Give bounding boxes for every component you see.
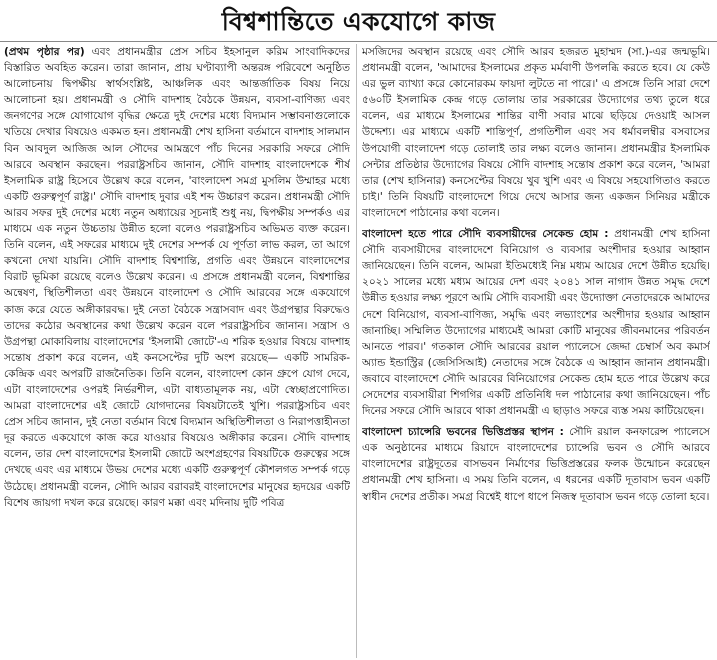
subheading-second-home: বাংলাদেশ হতে পারে সৌদি ব্যবসায়ীদের সেকেন্ড হোম : (362, 228, 609, 241)
right-column-paragraph-1: মসজিদের অবস্থান রয়েছে এবং সৌদি আরব হজরত মুহাম্মদ (সা.)-এর জন্মভূমি। প্রধানমন্ত্রী বলেন, 'আমাদের ইসলামের প্রকৃত মর্মবাণী উপলব্ধি করতে হবে। যে কেউ এর ভুল ব্যাখ্যা করে কোনোরকম ফায়দা লুটতে না পারে।' এ প্রসঙ্গে তিনি সারা দেশে ৫৬০টি ইসলামিক কেন্দ্র গড়ে তোলায় তার সরকারের উদ্যোগের তথ্য তুলে ধরে বলেন, এর মাধ্যমে ইসলামের শান্তির বাণী সবার মাঝে ছড়িয়ে দেওয়াই আসল উদ্দেশ্য। এর মাধ্যমে একটি শান্তিপূর্ণ, প্রগতিশীল এবং সব ধর্মাবলম্বীর বসবাসের উপযোগী বাংলাদেশ গড়ে তোলাই তার লক্ষ্য বলেও জানান। প্রধানমন্ত্রীর ইসলামিক সেন্টার প্রতিষ্ঠার উদ্যোগের বিষয়ে সৌদি বাদশাহ সন্তোষ প্রকাশ করে বলেন, 'আমরা তার (শেখ হাসিনার) কনসেপ্টের বিষয়ে খুব খুশি এবং এ বিষয়ে সহযোগিতাও করতে চাই।' তিনি বিষয়টি বাংলাদেশে গিয়ে দেখে আসার জন্য একজন সিনিয়র মন্ত্রীকে বাংলাদেশে পাঠানোর কথা বলেন। (362, 46, 710, 219)
left-column-paragraph (4, 44, 350, 511)
right-column (362, 44, 710, 658)
article-headline: বিশ্বশান্তিতে একযোগে কাজ (221, 7, 496, 36)
headline-rule (0, 41, 717, 42)
left-column (4, 44, 350, 658)
continuation-lead: (প্রথম পৃষ্ঠার পর) (4, 46, 85, 58)
right-column-body-3: সৌদি রয়াল কনফারেন্স প্যালেসে এক অনুষ্ঠানের মাধ্যমে রিয়াদে বাংলাদেশের চ্যান্সেরি ভবন ও সৌদি আরবে বাংলাদেশের রাষ্ট্রদূতের বাসভবন নির্মাণের ভিত্তিপ্রস্তরের ফলক উন্মোচন করেছেন প্রধানমন্ত্রী শেখ হাসিনা। এ সময় তিনি বলেন, এ ধরনের একটি দূতাবাস ভবন একটি স্বাধীন দেশের প্রতীক। সমগ্র বিশ্বেই ধাপে ধাপে নিজস্ব দূতাবাস ভবন গড়ে তোলা হবে। (362, 426, 710, 503)
right-column-paragraph-2 (362, 226, 710, 419)
column-divider (356, 44, 357, 658)
subheading-chancery: বাংলাদেশ চ্যান্সেরি ভবনের ভিত্তিপ্রস্তর স্থাপন : (362, 426, 564, 439)
right-column-paragraph-3 (362, 424, 710, 504)
left-column-body: এবং প্রধানমন্ত্রীর প্রেস সচিব ইহসানুল করিম সাংবাদিকদের বিস্তারিত অবহিত করেন। তারা জানান, প্রায় ঘণ্টাব্যাপী অন্তরঙ্গ পরিবেশে অনুষ্ঠিত আলোচনায় দ্বিপক্ষীয় স্বার্থসংশ্লিষ্ট, আঞ্চলিক এবং আন্তর্জাতিক বিষয় নিয়ে আলোচনা হয়। প্রধানমন্ত্রী ও সৌদি বাদশাহ বৈঠকে উন্নয়ন, ব্যবসা-বাণিজ্য এবং জনগণের সঙ্গে যোগাযোগ বৃদ্ধির ক্ষেত্রে দুই দেশের মধ্যে বিদ্যমান সম্ভাবনাগুলোকে খতিয়ে দেখার বিষয়েও একমত হন। প্রধানমন্ত্রী শেখ হাসিনা বর্তমানে বাদশাহ সালমান বিন আবদুল আজিজ আল সৌদের আমন্ত্রণে পাঁচ দিনের সরকারি সফরে সৌদি আরবে অবস্থান করছেন। পররাষ্ট্রসচিব জানান, সৌদি বাদশাহ বাংলাদেশকে শীর্ষ ইসলামিক রাষ্ট্র হিসেবে উল্লেখ করে বলেন, 'বাংলাদেশ সমগ্র মুসলিম উম্মাহর মধ্যে একটি গুরুত্বপূর্ণ রাষ্ট্র।' সৌদি বাদশাহ দুবার এই শব্দ উচ্চারণ করেন। প্রধানমন্ত্রী সৌদি আরব সফর দুই দেশের মধ্যে নতুন অধ্যায়ের সূচনাই শুধু নয়, দ্বিপক্ষীয় সম্পর্কও এর মাধ্যমে এক নতুন উচ্চতায় উন্নীত হলো বলেও পররাষ্ট্রসচিব অভিমত ব্যক্ত করেন। তিনি বলেন, এই সফরের মাধ্যমে দুই দেশের সম্পর্ক যে পূর্ণতা লাভ করল, তা আগে কখনো দেখা যায়নি। সৌদি বাদশাহ বিশ্বশান্তি, প্রগতি এবং উন্নয়নে বাংলাদেশের বিরাট ভূমিকা রয়েছে বলেও উল্লেখ করেন। এ প্রসঙ্গে প্রধানমন্ত্রী বলেন, বিশ্বশান্তির অন্বেষণ, স্থিতিশীলতা এবং উন্নয়নে বাংলাদেশ ও সৌদি আরবের সঙ্গে একযোগে কাজ করে যেতে অঙ্গীকারবদ্ধ। দুই নেতা বৈঠকে সন্ত্রাসবাদ এবং উগ্রপন্থার বিরুদ্ধেও তাদের কঠোর অবস্থানের কথা উল্লেখ করেন বলে পররাষ্ট্রসচিব জানান। সন্ত্রাস ও উগ্রপন্থা মোকাবিলায় বাংলাদেশের 'ইসলামী জোটে'-এ শরিক হওয়ার বিষয়ে বাদশাহ সন্তোষ প্রকাশ করে বলেন, এই কনসেপ্টের দুটি অংশ রয়েছে— একটি সামরিক-কেন্দ্রিক এবং অপরটি রাজনৈতিক। তিনি বলেন, বাংলাদেশ কোন গ্রুপে যোগ দেবে, এটা বাংলাদেশের ওপরই নির্ভরশীল, এটা বাধ্যতামূলক নয়, এটা স্বেচ্ছাপ্রণোদিত। আমরা বাংলাদেশের এই জোটে যোগদানের বিষয়টাতেই খুশি। পররাষ্ট্রসচিব এবং প্রেস সচিব জানান, দুই নেতা বর্তমান বিশ্বে বিদ্যমান অস্থিতিশীলতা ও নিরাপত্তাহীনতা দূর করতে একযোগে কাজ করে যাওয়ার বিষয়েও অঙ্গীকার করেন। সৌদি বাদশাহ বলেন, তার দেশ বাংলাদেশের ইসলামী জোটে অংশগ্রহণের বিষয়টিকে গুরুত্বের সঙ্গে দেখছে এবং এর মাধ্যমে উভয় দেশের মধ্যে একটি গুরুত্বপূর্ণ কৌশলগত সম্পর্ক গড়ে উঠেছে। প্রধানমন্ত্রী বলেন, সৌদি আরব বরাবরই বাংলাদেশের মানুষের হৃদয়ের একটি বিশেষ জায়গা দখল করে রয়েছে। কারণ মক্কা এবং মদিনায় দুটি পবিত্র (4, 46, 350, 509)
right-column-body-2: প্রধানমন্ত্রী শেখ হাসিনা সৌদি ব্যবসায়ীদের বাংলাদেশে বিনিয়োগ ও ব্যবসার অংশীদার হওয়ার আহ্বান জানিয়েছেন। তিনি বলেন, আমরা ইতিমধ্যেই নিম্ন মধ্যম আয়ের দেশে উন্নীত হয়েছি। ২০২১ সালের মধ্যে মধ্যম আয়ের দেশ এবং ২০৪১ সাল নাগাদ উন্নত সমৃদ্ধ দেশে উন্নীত হওয়ার লক্ষ্য পূরণে আমি সৌদি ব্যবসায়ী এবং উদ্যোক্তা নেতাদেরকে আমাদের দেশে বিনিয়োগ, ব্যবসা-বাণিজ্য, সমৃদ্ধি এবং লভ্যাংশের অংশীদার হওয়ার আহ্বান জানাচ্ছি। সম্মিলিত উদ্যোগের মাধ্যমেই আমরা কোটি মানুষের জীবনমানের পরিবর্তন আনতে পারব।' গতকাল সৌদি আরবের রয়াল প্যালেসে জেদ্দা চেম্বার্স অব কমার্স অ্যান্ড ইন্ডাস্ট্রির (জেসিসিআই) নেতাদের সঙ্গে বৈঠকে এ আহ্বান জানান প্রধানমন্ত্রী। জবাবে বাংলাদেশে সৌদি আরবের বিনিয়োগের সেকেন্ড হোম হতে পারে উল্লেখ করে সেদেশের ব্যবসায়ীরা শিগগির একটি প্রতিনিধি দল পাঠানোর কথা জানিয়েছেন। পাঁচ দিনের সফরে সৌদি আরবে থাকা প্রধানমন্ত্রী এ ছাড়াও সফরে ব্যস্ত সময় কাটিয়েছেন। (362, 228, 710, 418)
